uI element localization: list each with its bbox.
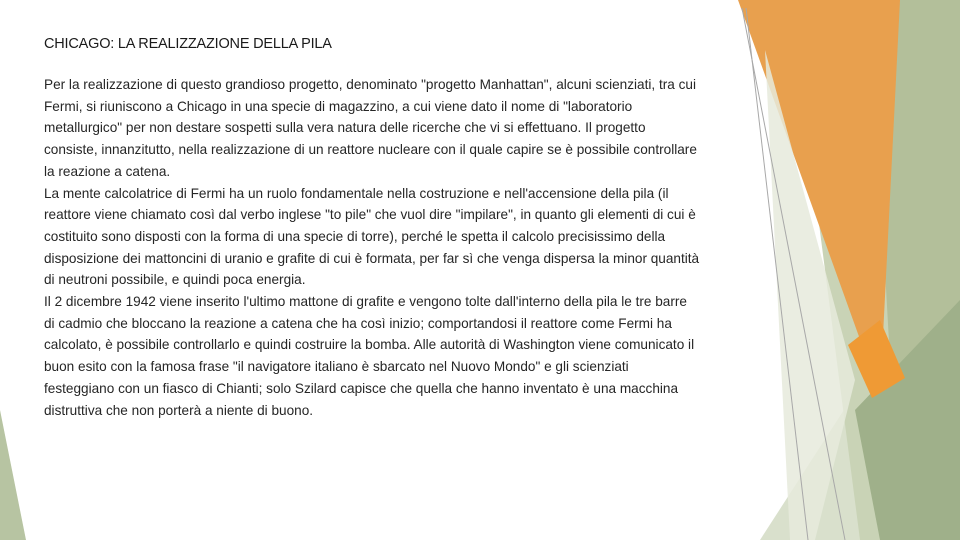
left-green-triangle [0, 410, 26, 540]
paragraph-project-manhattan: Per la realizzazione di questo grandioso progetto, denominato "progetto Manhattan", alcuni scienziati, tra cui Fermi, si riuniscono a Chicago in una specie di magazzino, a cui viene dato il nome di "laboratorio metallurgico" per non destare sospetti sulla vera natura delle ricerche che vi si effettuano. Il progetto consiste, innanzitutto, nella realizzazione di un reattore nucleare con il quale capire se è possibile controllare la reazione a catena. [44, 77, 697, 179]
slide-title: CHICAGO: LA REALIZZAZIONE DELLA PILA [44, 36, 332, 52]
paragraph-fermi-role: La mente calcolatrice di Fermi ha un ruolo fondamentale nella costruzione e nell'accensione della pila (il reattore viene chiamato così dal verbo inglese "to pile" che vuol dire "impilare", in quanto gli elementi di cui è costituito sono disposti con la forma di una specie di torre), perché le spetta il calcolo precisissimo della disposizione dei mattoncini di uranio e grafite di cui è formata, per far sì che venga dispersa la minor quantità di neutroni possibile, e quindi poca energia. [44, 185, 700, 288]
paragraph-first-reaction: Il 2 dicembre 1942 viene inserito l'ultimo mattone di grafite e vengono tolte dall'interno della pila le tre barre di cadmio che bloccano la reazione a catena che ha così inizio; comportandosi il reattore come Fermi ha calcolato, è possibile controllarlo e quindi costruire la bomba. Alle autorità di Washington viene comunicato il buon esito con la famosa frase "il navigatore italiano è sbarcato nel Nuovo Mondo" e gli scienziati festeggiano con un fiasco di Chianti; solo Szilard capisce che quella che hanno inventato è una macchina distruttiva che non porterà a niente di buono. [44, 294, 695, 418]
slide-body [44, 74, 700, 421]
